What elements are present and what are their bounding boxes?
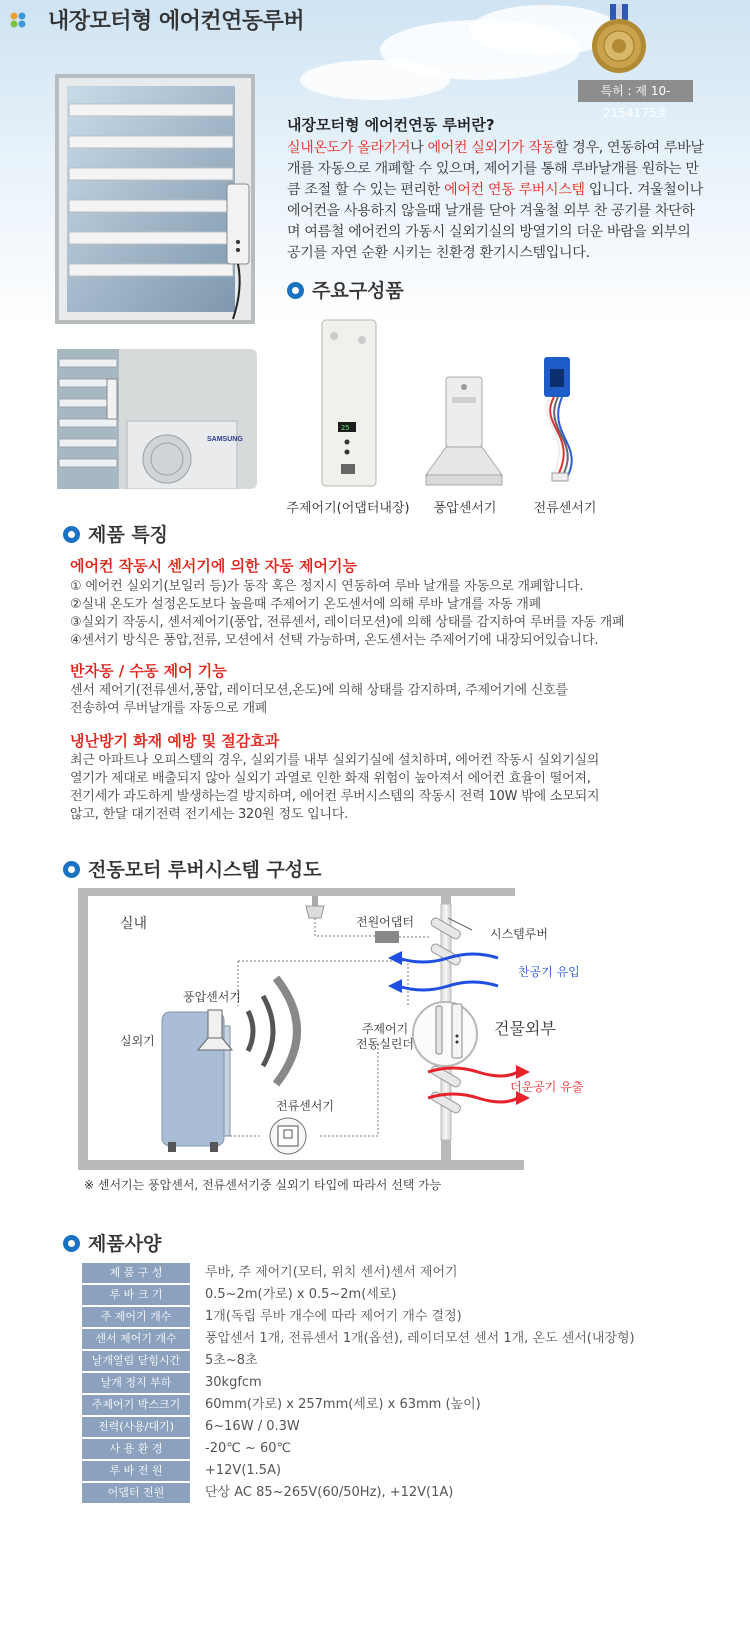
intro-seg-6: 입니다. 겨울철이나 에어컨을 사용하지 않을때 날개를 닫아 겨울철 외부 찬 공기를 차단하며 여름철 에어컨의 가동시 실외기실의 방열기의 더운 바람을 외부의 공기를 자연 순환 시키는 친환경 환기시스템입니다. [287,182,703,261]
spec-value: 루바, 주 제어기(모터, 위치 센서)센서 제어기 [205,1265,458,1280]
feature-line: 최근 아파트나 오피스텔의 경우, 실외기를 내부 실외기실에 설치하며, 에어컨 작동시 실외기실의 [70,753,600,768]
feature-line: 센서 제어기(전류센서,풍압, 레이더모션,온도)에 의해 상태를 감지하며, 주제어기에 신호를 [70,683,568,698]
section-bullet-icon [287,282,304,299]
system-diagram [78,886,558,1170]
feature-line: ②실내 온도가 설정온도보다 높을때 주제어기 온도센서에 의해 루바 날개를 자동 개폐 [70,597,541,612]
patent-badge: 특허 : 제 10-2154175호 [578,80,693,102]
intro-seg-3: 에어컨 실외기가 작동 [427,140,555,156]
samsung-logo-text: SAMSUNG [207,436,243,443]
spec-key: 루 바 전 원 [82,1461,190,1481]
spec-value: 30kgfcm [205,1375,262,1390]
spec-row [82,1285,722,1305]
diagram-label-pressure-sensor: 풍압센서기 [183,990,241,1004]
page-title: 내장모터형 에어컨연동루버 [48,9,305,34]
feature-line: 않고, 한달 대기전력 전기세는 320원 정도 입니다. [70,807,349,822]
intro-seg-2: 나 [410,140,428,156]
features-heading [63,520,168,547]
controller-display: 25 [341,424,350,432]
spec-value: 풍압센서 1개, 전류센서 1개(옵션), 레이더모션 센서 1개, 온도 센서(내장형) [205,1331,635,1346]
diagram-label-hot-air: 더운공기 유출 [510,1080,584,1094]
specs-heading-text: 제품사양 [88,1233,162,1255]
spec-row [82,1373,722,1393]
spec-row [82,1395,722,1415]
spec-key: 주 제어기 개수 [82,1307,190,1327]
diagram-note: ※ 센서기는 풍압센서, 전류센서기중 실외기 타입에 따라서 선택 가능 [84,1178,442,1192]
section-bullet-icon [63,526,80,543]
diagram-heading-text: 전동모터 루버시스템 구성도 [88,859,322,881]
intro-seg-1: 실내온도가 올라가거 [287,140,411,156]
spec-row [82,1461,722,1481]
spec-value: 60mm(가로) x 257mm(세로) x 63mm (높이) [205,1397,481,1412]
spec-key: 날개 정지 부하 [82,1373,190,1393]
aircon-installation-photo [57,349,257,489]
diagram-label-indoor: 실내 [120,916,148,932]
title-dots-icon [8,10,38,30]
diagram-label-controller-line1: 주제어기 [361,1022,409,1036]
pressure-sensor-image [424,375,504,487]
spec-value: +12V(1.5A) [205,1463,282,1478]
cloud [300,60,450,100]
intro-seg-5: 에어컨 연동 루버시스템 [444,182,585,198]
spec-value: 5초~8초 [205,1353,258,1368]
features-heading-text: 제품 특징 [88,524,169,546]
feature-line: 전기세가 과도하게 발생하는걸 방지하며, 에어컨 루버시스템의 작동시 전력 10W 밖에 소모되지 [70,789,600,804]
intro-seg-4: 할 경우, 연동하여 루바날개를 자동으로 개폐할 수 있으며, 제어기를 통해 루바날개를 원하는 만큼 조절 할 수 있는 편리한 [287,140,704,198]
spec-value: 단상 AC 85~265V(60/50Hz), +12V(1A) [205,1485,454,1500]
feature-title: 냉난방기 화재 예방 및 절감효과 [70,732,280,750]
spec-row [82,1329,722,1349]
specs-heading [63,1229,161,1256]
spec-key: 센서 제어기 개수 [82,1329,190,1349]
spec-row [82,1439,722,1459]
spec-key: 주제어기 박스크기 [82,1395,190,1415]
spec-row [82,1263,722,1283]
current-sensor-image [528,355,588,489]
components-heading [287,276,404,303]
component-caption: 풍압센서기 [433,501,497,516]
building-ceiling [78,888,515,896]
diagram-heading [63,855,321,882]
feature-line: 전송하여 루버날개를 자동으로 개폐 [70,701,268,716]
controller-detail-circle [413,1002,477,1066]
spec-row [82,1307,722,1327]
feature-title: 에어컨 작동시 센서기에 의한 자동 제어기능 [70,557,357,575]
power-adapter [375,931,399,943]
building-floor [78,1160,524,1170]
spec-row [82,1351,722,1371]
spec-key: 전력(사용/대기) [82,1417,190,1437]
spec-key: 사 용 환 경 [82,1439,190,1459]
feature-line: 열기가 제대로 배출되지 않아 실외기 과열로 인한 화재 위험이 높아져서 에어컨 효율이 떨어져, [70,771,591,786]
spec-key: 제 품 구 성 [82,1263,190,1283]
diagram-label-current-sensor: 전류센서기 [276,1099,334,1113]
spec-value: 0.5~2m(가로) x 0.5~2m(세로) [205,1287,397,1302]
spec-row [82,1417,722,1437]
component-caption: 주제어기(어댑터내장) [286,501,410,516]
building-left-wall [78,888,88,1170]
intro-heading: 내장모터형 에어컨연동 루버란? [287,116,495,134]
spec-value: 1개(독립 루바 개수에 따라 제어기 개수 결정) [205,1309,462,1324]
section-bullet-icon [63,1235,80,1252]
spec-key: 날개열림 닫힘시간 [82,1351,190,1371]
award-medal-icon [588,4,652,76]
diagram-label-outdoor-unit: 실외기 [120,1034,155,1048]
feature-line: ③실외기 작동시, 센서제어기(풍압, 전류센서, 레이더모션)에 의해 상태를 감지하여 루버를 자동 개폐 [70,615,625,630]
diagram-label-cold-air: 찬공기 유입 [518,965,580,979]
diagram-label-building-outside: 건물외부 [494,1019,556,1038]
component-caption: 전류센서기 [533,501,597,516]
diagram-label-adapter: 전원어댑터 [356,915,414,929]
main-controller-image [318,318,380,490]
spec-row [82,1483,722,1503]
spec-value: -20℃ ~ 60℃ [205,1441,292,1456]
louver-product-photo [55,74,270,326]
feature-line: ① 에어컨 실외기(보일러 등)가 동작 혹은 정지시 연동하여 루바 날개를 자동으로 개폐합니다. [70,579,584,594]
spec-key: 루 바 크 기 [82,1285,190,1305]
diagram-label-cylinder: 전동실린더 [356,1037,414,1051]
spec-value: 6~16W / 0.3W [205,1419,300,1434]
intro-paragraph [287,138,707,264]
spec-key: 어댑터 전원 [82,1483,190,1503]
diagram-label-system-louver: 시스템루버 [490,927,548,941]
components-heading-text: 주요구성품 [312,280,404,302]
feature-line: ④센서기 방식은 풍압,전류, 모션에서 선택 가능하며, 온도센서는 주제어기에 내장되어있습니다. [70,633,599,648]
feature-title: 반자동 / 수동 제어 기능 [70,662,227,680]
section-bullet-icon [63,861,80,878]
